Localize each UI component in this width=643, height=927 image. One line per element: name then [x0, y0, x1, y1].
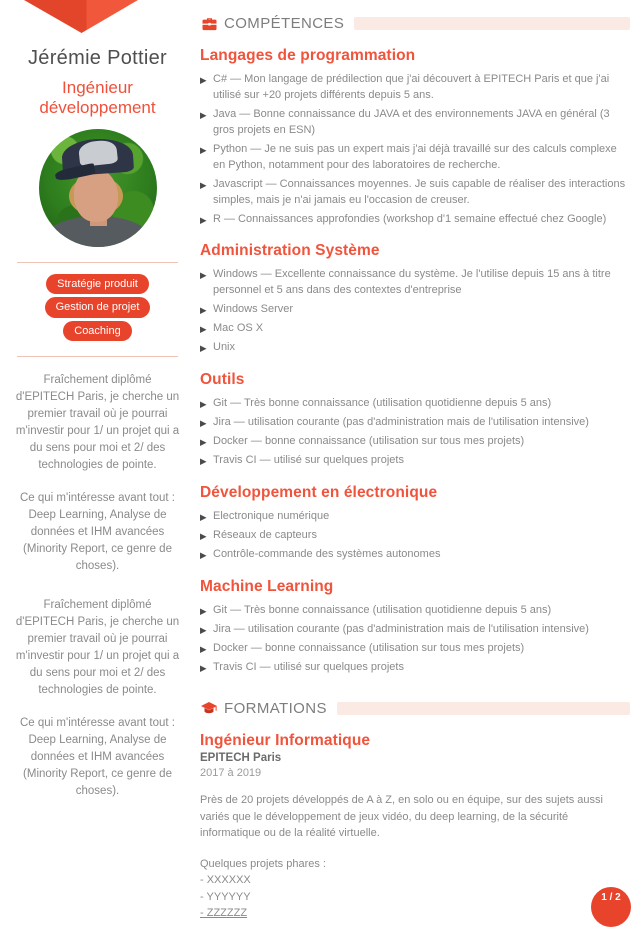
bullet-arrow-icon: ▶: [200, 179, 207, 190]
briefcase-icon: [200, 14, 218, 32]
about-section: [0, 372, 195, 800]
group-administration: [200, 242, 630, 356]
bullet-item: [200, 142, 630, 174]
projects-label: Quelques projets phares :: [200, 857, 326, 870]
education-period: 2017 à 2019: [200, 767, 262, 780]
formations-header: [200, 699, 630, 717]
profile-photo: [39, 129, 157, 247]
about-paragraph: Fraîchement diplômé d'EPITECH Paris, je cherche un premier travail où je pourrai m'investir pour 1/ un projet qui a du sens pour moi et 2/ des technologies de pointe.: [15, 373, 180, 472]
bullet-item: [200, 340, 630, 356]
formations-header-rule: [337, 702, 630, 715]
bullet-item: [200, 107, 630, 139]
bullet-arrow-icon: ▶: [200, 214, 207, 225]
bullet-arrow-icon: ▶: [200, 605, 207, 616]
bullet-arrow-icon: ▶: [200, 75, 207, 85]
bullet-list: [200, 267, 630, 356]
bullet-item: [200, 302, 630, 318]
bullet-arrow-icon: ▶: [200, 144, 207, 155]
bullet-item: [200, 434, 630, 450]
bullet-text: Mac OS X: [213, 322, 264, 335]
group-langages: [200, 47, 630, 227]
project-line: - XXXXXX: [200, 874, 251, 887]
bullet-list: [200, 396, 630, 469]
bullet-text: Python — Je ne suis pas un expert mais j'ai déjà travaillé sur des calculs complexe en Python, notamment pour des laboratoires de recherche.: [213, 142, 617, 171]
bullet-arrow-icon: ▶: [200, 662, 207, 673]
bullet-arrow-icon: ▶: [200, 530, 207, 541]
group-outils: [200, 371, 630, 469]
bullet-text: Docker — bonne connaissance (utilisation sur tous mes projets): [213, 435, 525, 447]
group-title: Machine Learning: [200, 577, 334, 595]
bullet-text: Contrôle-commande des systèmes autonomes: [213, 547, 441, 560]
bullet-item: [200, 509, 630, 525]
bullet-item: [200, 660, 630, 676]
group-title: Développement en électronique: [200, 483, 438, 501]
about-paragraph: Ce qui m'intéresse avant tout : Deep Learning, Analyse de données et IHM avancées (Minority Report, ce genre de choses).: [20, 717, 175, 798]
bullet-text: Unix: [213, 341, 236, 354]
bullet-text: C# — Mon langage de prédilection que j'ai découvert à EPITECH Paris et que j'ai utilisé sur +20 projets différents depuis 5 ans.: [213, 73, 610, 101]
sidebar-divider-bottom: [17, 356, 178, 357]
skill-tag-pill: Coaching: [63, 321, 131, 341]
bullet-arrow-icon: ▶: [200, 270, 207, 281]
skill-tag-pill: Gestion de projet: [45, 297, 151, 317]
competences-header-rule: [354, 17, 630, 30]
bullet-item: [200, 603, 630, 619]
bullet-item: [200, 415, 630, 431]
page-number-badge: 1 / 2: [591, 887, 631, 927]
bullet-item: [200, 177, 630, 209]
bullet-text: Git — Très bonne connaissance (utilisation quotidienne depuis 5 ans): [213, 603, 552, 616]
group-title: Langages de programmation: [200, 47, 416, 64]
bullet-arrow-icon: ▶: [200, 455, 207, 466]
person-name: Jérémie Pottier: [28, 47, 167, 69]
bullet-text: Windows Server: [213, 303, 294, 316]
group-electronique: [200, 484, 630, 563]
group-title: Outils: [200, 371, 245, 389]
bullet-text: Jira — utilisation courante (pas d'administration mais de l'utilisation intensive): [213, 416, 589, 429]
bullet-text: Git — Très bonne connaissance (utilisation quotidienne depuis 5 ans): [213, 397, 552, 410]
bullet-text: Javascript — Connaissances moyennes. Je suis capable de réaliser des interactions simples, mais je n'ai jamais eu l'occasion de creuser.: [213, 177, 626, 206]
sidebar: [0, 0, 195, 911]
bullet-item: [200, 212, 630, 228]
graduation-cap-icon: [200, 699, 218, 717]
skill-tags: [0, 274, 195, 341]
bullet-item: [200, 528, 630, 544]
bullet-text: Java — Bonne connaissance du JAVA et des environnements JAVA en général (3 gros projets en ESN): [213, 107, 610, 136]
bullet-arrow-icon: ▶: [200, 643, 207, 654]
skill-tag-pill: Stratégie produit: [46, 274, 149, 294]
bullet-arrow-icon: ▶: [200, 305, 207, 316]
bullet-item: [200, 72, 630, 104]
group-machine-learning: [200, 578, 630, 676]
bullet-item: [200, 641, 630, 657]
bullet-text: Electronique numérique: [213, 509, 330, 522]
competences-header: [200, 14, 630, 32]
bullet-item: [200, 321, 630, 337]
school-name: EPITECH Paris: [200, 752, 282, 765]
sidebar-divider-top: [17, 262, 178, 263]
bullet-arrow-icon: ▶: [200, 324, 207, 335]
bullet-item: [200, 622, 630, 638]
bullet-item: [200, 267, 630, 299]
formations-header-label: FORMATIONS: [224, 699, 327, 717]
bullet-text: Réseaux de capteurs: [213, 528, 317, 541]
bullet-arrow-icon: ▶: [200, 399, 207, 410]
bullet-list: [200, 509, 630, 563]
degree-title: Ingénieur Informatique: [200, 732, 371, 750]
bullet-arrow-icon: ▶: [200, 624, 207, 635]
bullet-item: [200, 396, 630, 412]
bullet-text: Travis CI — utilisé sur quelques projets: [213, 660, 404, 673]
education-entry: [200, 732, 630, 922]
bullet-text: Windows — Excellente connaissance du système. Je l'utilise depuis 15 ans à titre personnel et 5 ans dans des contextes d'entreprise: [213, 268, 611, 297]
bullet-text: Travis CI — utilisé sur quelques projets: [213, 453, 404, 466]
bullet-text: R — Connaissances approfondies (workshop d'1 semaine effectué chez Google): [213, 212, 607, 225]
bullet-arrow-icon: ▶: [200, 109, 207, 120]
bullet-list: [200, 603, 630, 676]
about-paragraph: Fraîchement diplômé d'EPITECH Paris, je cherche un premier travail où je pourrai m'investir pour 1/ un projet qui a du sens pour moi et 2/ des technologies de pointe.: [15, 599, 180, 697]
bullet-text: Docker — bonne connaissance (utilisation sur tous mes projets): [213, 641, 525, 654]
bullet-arrow-icon: ▶: [200, 437, 207, 447]
project-line: - YYYYYY: [200, 890, 251, 903]
competences-header-label: COMPÉTENCES: [224, 14, 345, 32]
bullet-arrow-icon: ▶: [200, 549, 207, 560]
bullet-arrow-icon: ▶: [200, 511, 207, 522]
bullet-list: [200, 72, 630, 227]
bullet-item: [200, 547, 630, 563]
person-role: Ingénieur développement: [39, 78, 156, 118]
main-content: [195, 0, 643, 920]
education-description: Près de 20 projets développés de A à Z, en solo ou en équipe, sur des sujets aussi variés que le développement de jeux vidéo, du deep learning, de la sécurité informatique ou de la réalité virtuelle.: [200, 794, 603, 840]
bullet-arrow-icon: ▶: [200, 343, 207, 354]
project-link[interactable]: - ZZZZZZ: [200, 907, 248, 920]
group-title: Administration Système: [200, 242, 380, 260]
bullet-arrow-icon: ▶: [200, 418, 207, 429]
about-paragraph: Ce qui m'intéresse avant tout : Deep Learning, Analyse de données et IHM avancées (Minority Report, ce genre de choses).: [20, 492, 175, 573]
projects-block: [200, 856, 630, 922]
bullet-item: [200, 453, 630, 469]
bullet-text: Jira — utilisation courante (pas d'administration mais de l'utilisation intensive): [213, 622, 589, 635]
ribbon-bookmark-icon: [24, 0, 138, 33]
